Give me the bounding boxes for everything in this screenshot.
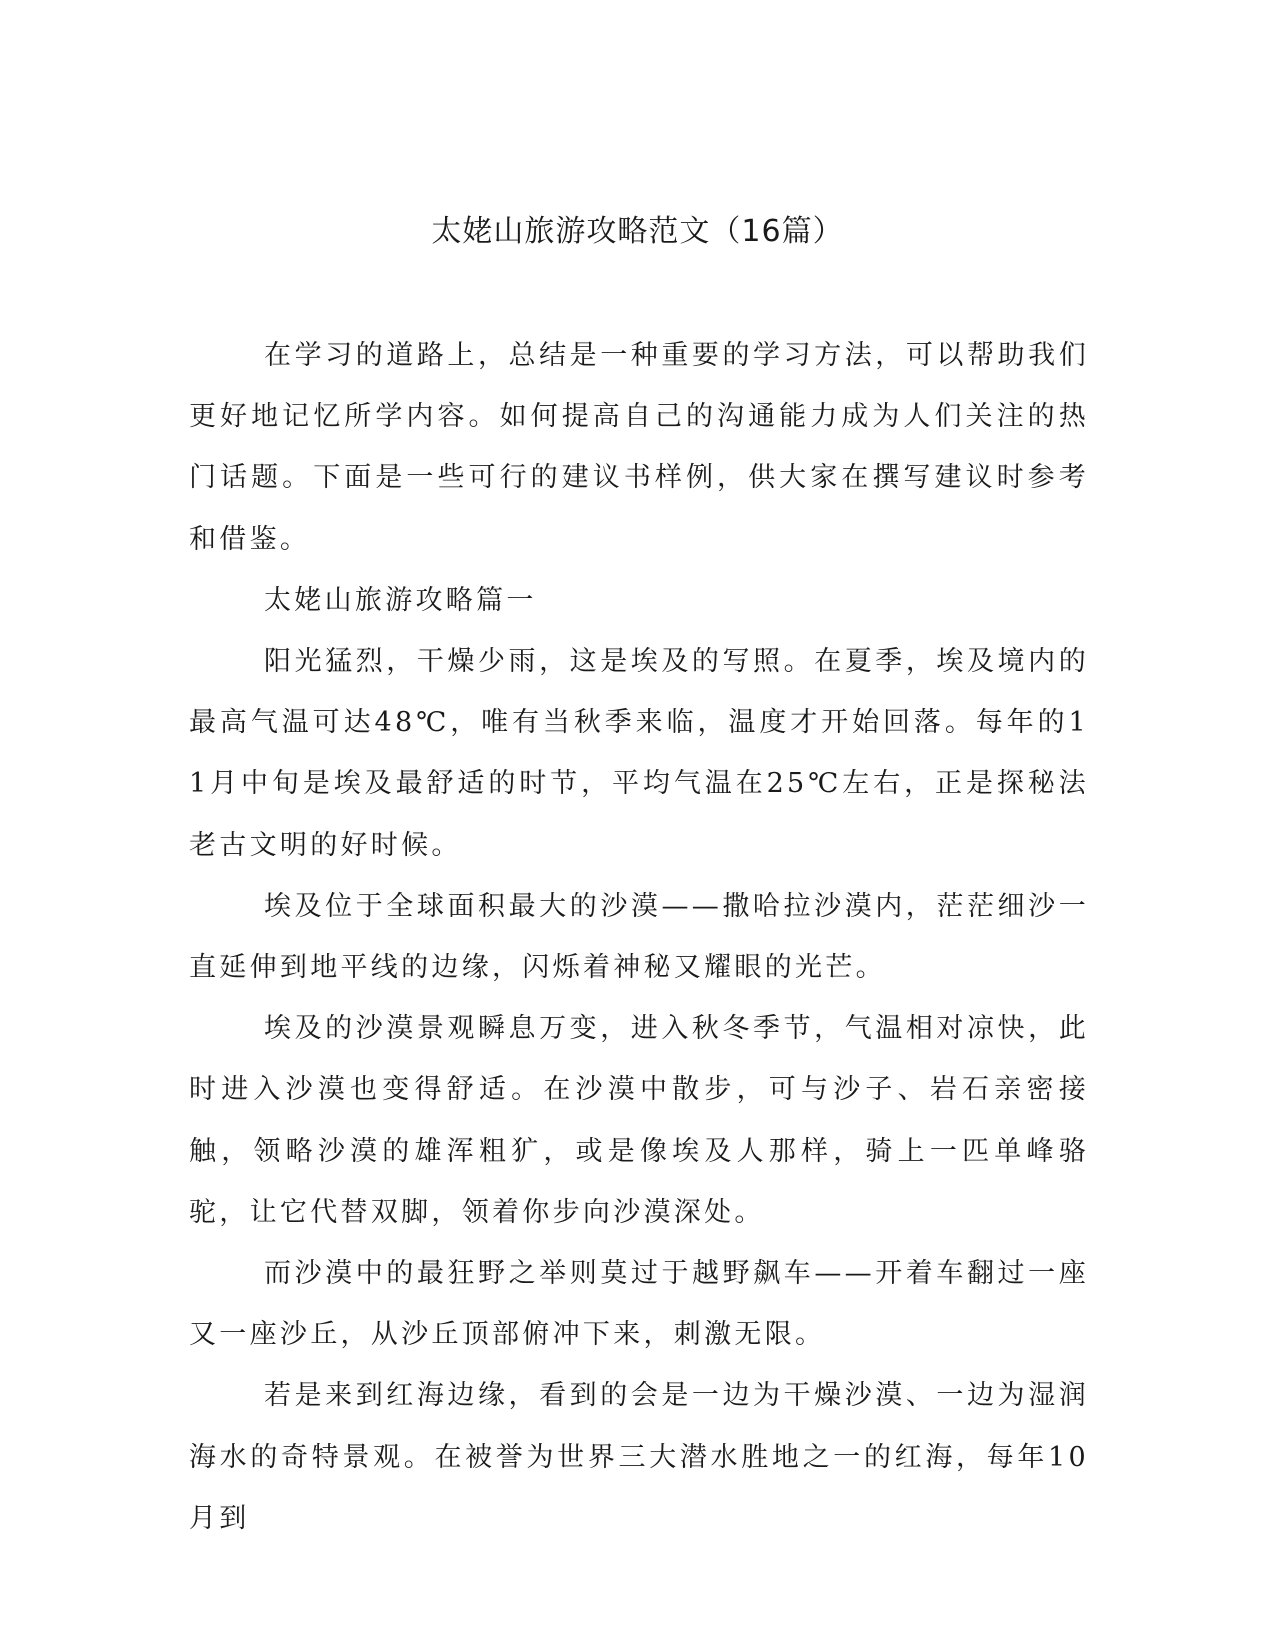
document-body — [189, 325, 1089, 1549]
section-heading: 太姥山旅游攻略篇一 — [264, 584, 537, 616]
body-paragraph: 若是来到红海边缘，看到的会是一边为干燥沙漠、一边为湿润海水的奇特景观。在被誉为世界三大潜水胜地之一的红海，每年10月到 — [189, 1380, 1089, 1534]
body-paragraph: 而沙漠中的最狂野之举则莫过于越野飙车——开着车翻过一座又一座沙丘，从沙丘顶部俯冲下来，刺激无限。 — [189, 1258, 1089, 1351]
body-paragraph: 埃及位于全球面积最大的沙漠——撒哈拉沙漠内，茫茫细沙一直延伸到地平线的边缘，闪烁着神秘又耀眼的光芒。 — [189, 890, 1089, 984]
body-paragraph: 埃及的沙漠景观瞬息万变，进入秋冬季节，气温相对凉快，此时进入沙漠也变得舒适。在沙漠中散步，可与沙子、岩石亲密接触，领略沙漠的雄浑粗犷，或是像埃及人那样，骑上一匹单峰骆驼，让它代替双脚，领着你步向沙漠深处。 — [189, 1013, 1089, 1228]
document-title: 太姥山旅游攻略范文（16篇） — [431, 214, 844, 249]
intro-paragraph: 在学习的道路上，总结是一种重要的学习方法，可以帮助我们更好地记忆所学内容。如何提高自己的沟通能力成为人们关注的热门话题。下面是一些可行的建议书样例，供大家在撰写建议时参考和借鉴。 — [189, 340, 1089, 555]
body-paragraph: 阳光猛烈，干燥少雨，这是埃及的写照。在夏季，埃及境内的最高气温可达48℃，唯有当秋季来临，温度才开始回落。每年的11月中旬是埃及最舒适的时节，平均气温在25℃左右，正是探秘法老古文明的好时候。 — [189, 646, 1089, 861]
